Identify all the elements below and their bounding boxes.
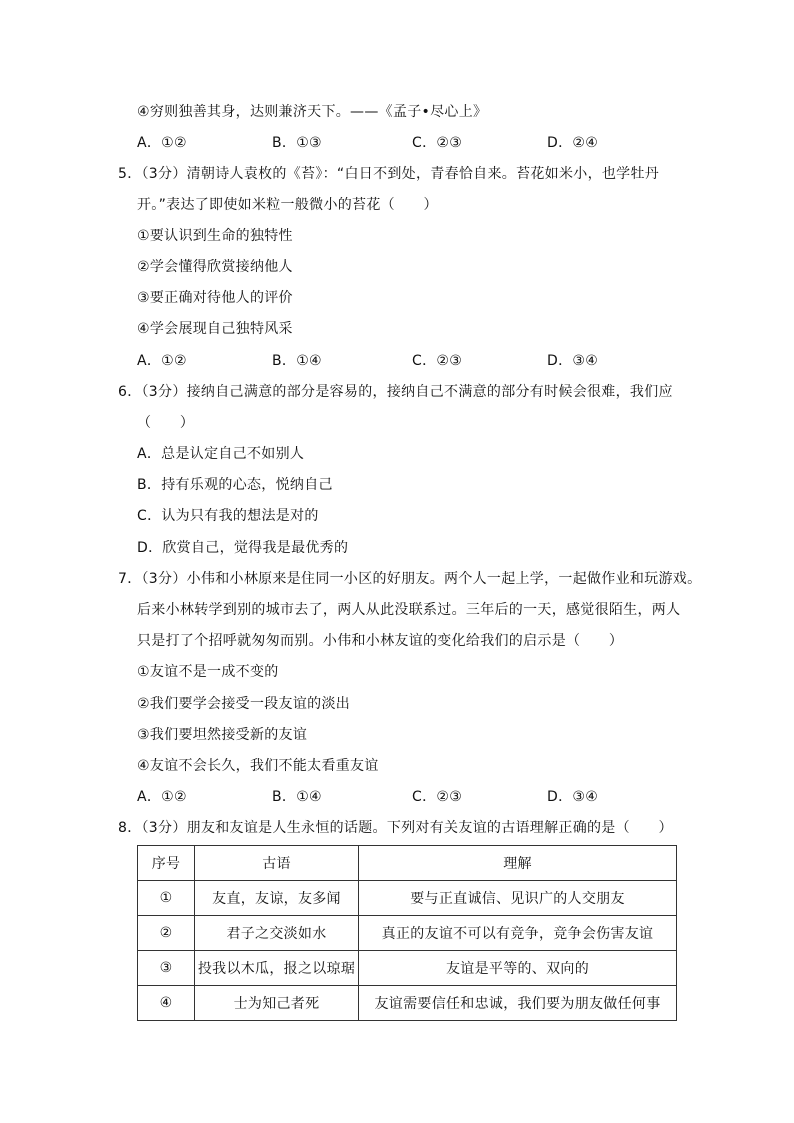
q5-item-1: ①要认识到生命的独特性 bbox=[137, 228, 293, 244]
q4-option-a: A．①② bbox=[137, 135, 187, 151]
q7-option-d: D．③④ bbox=[547, 789, 599, 805]
cell-index: ② bbox=[138, 916, 195, 951]
q7-item-3: ③我们要坦然接受新的友谊 bbox=[137, 727, 308, 743]
q7-stem-line-3: 只是打了个招呼就匆匆而别。小伟和小林友谊的变化给我们的启示是（ ） bbox=[137, 633, 624, 649]
table-row bbox=[138, 951, 677, 986]
q7-option-c: C．②③ bbox=[412, 789, 463, 805]
q4-options bbox=[137, 133, 697, 153]
q5-option-c: C．②③ bbox=[412, 353, 463, 369]
q8-table bbox=[137, 845, 677, 1021]
cell-understanding: 真正的友谊不可以有竞争，竞争会伤害友谊 bbox=[359, 916, 677, 951]
q7-options bbox=[137, 787, 697, 807]
q7-item-4: ④友谊不会长久，我们不能太看重友谊 bbox=[137, 758, 379, 774]
q4-option-d: D．②④ bbox=[547, 135, 599, 151]
q6-stem-line-1: 6．（3分）接纳自己满意的部分是容易的，接纳自己不满意的部分有时候会很难，我们应 bbox=[118, 384, 673, 400]
cell-saying: 友直，友谅，友多闻 bbox=[195, 881, 359, 916]
table-row bbox=[138, 881, 677, 916]
q7-item-1: ①友谊不是一成不变的 bbox=[137, 664, 279, 680]
cell-saying: 士为知己者死 bbox=[195, 986, 359, 1021]
cell-index: ④ bbox=[138, 986, 195, 1021]
q5-option-d: D．③④ bbox=[547, 353, 599, 369]
q5-item-2: ②学会懂得欣赏接纳他人 bbox=[137, 259, 293, 275]
q7-option-a: A．①② bbox=[137, 789, 187, 805]
q5-stem-line-2: 开。”表达了即使如米粒一般微小的苔花（ ） bbox=[137, 197, 438, 213]
q4-option-b: B．①③ bbox=[272, 135, 322, 151]
cell-saying: 君子之交淡如水 bbox=[195, 916, 359, 951]
q6-choice-c: C．认为只有我的想法是对的 bbox=[137, 508, 319, 524]
q6-stem-line-2: （ ） bbox=[137, 415, 195, 431]
q4-item-4: ④穷则独善其身，达则兼济天下。——《孟子•尽心上》 bbox=[137, 104, 488, 120]
cell-understanding: 友谊需要信任和忠诚，我们要为朋友做任何事 bbox=[359, 986, 677, 1021]
table-row bbox=[138, 986, 677, 1021]
cell-understanding: 要与正直诚信、见识广的人交朋友 bbox=[359, 881, 677, 916]
header-understanding: 理解 bbox=[359, 846, 677, 881]
table-row bbox=[138, 916, 677, 951]
cell-understanding: 友谊是平等的、双向的 bbox=[359, 951, 677, 986]
header-saying: 古语 bbox=[195, 846, 359, 881]
q7-stem-line-2: 后来小林转学到别的城市去了，两人从此没联系过。三年后的一天，感觉很陌生，两人 bbox=[137, 602, 681, 618]
q6-choice-d: D．欣赏自己，觉得我是最优秀的 bbox=[137, 540, 349, 556]
cell-saying: 投我以木瓜，报之以琼琚 bbox=[195, 951, 359, 986]
cell-index: ① bbox=[138, 881, 195, 916]
q7-option-b: B．①④ bbox=[272, 789, 322, 805]
q6-choice-a: A．总是认定自己不如别人 bbox=[137, 446, 305, 462]
q7-item-2: ②我们要学会接受一段友谊的淡出 bbox=[137, 696, 351, 712]
table-header-row bbox=[138, 846, 677, 881]
q5-stem-line-1: 5．（3分）清朝诗人袁枚的《苔》：“白日不到处，青春恰自来。苔花如米小，也学牡丹 bbox=[118, 166, 660, 182]
q7-stem-line-1: 7．（3分）小伟和小林原来是住同一小区的好朋友。两个人一起上学，一起做作业和玩游戏。 bbox=[118, 571, 702, 587]
q6-choice-b: B．持有乐观的心态，悦纳自己 bbox=[137, 477, 333, 493]
q8-stem: 8．（3分）朋友和友谊是人生永恒的话题。下列对有关友谊的古语理解正确的是（ ） bbox=[118, 820, 673, 836]
q5-option-a: A．①② bbox=[137, 353, 187, 369]
q5-item-4: ④学会展现自己独特风采 bbox=[137, 321, 293, 337]
header-index: 序号 bbox=[138, 846, 195, 881]
q5-item-3: ③要正确对待他人的评价 bbox=[137, 290, 293, 306]
cell-index: ③ bbox=[138, 951, 195, 986]
q5-options bbox=[137, 351, 697, 371]
q5-option-b: B．①④ bbox=[272, 353, 322, 369]
q4-option-c: C．②③ bbox=[412, 135, 463, 151]
